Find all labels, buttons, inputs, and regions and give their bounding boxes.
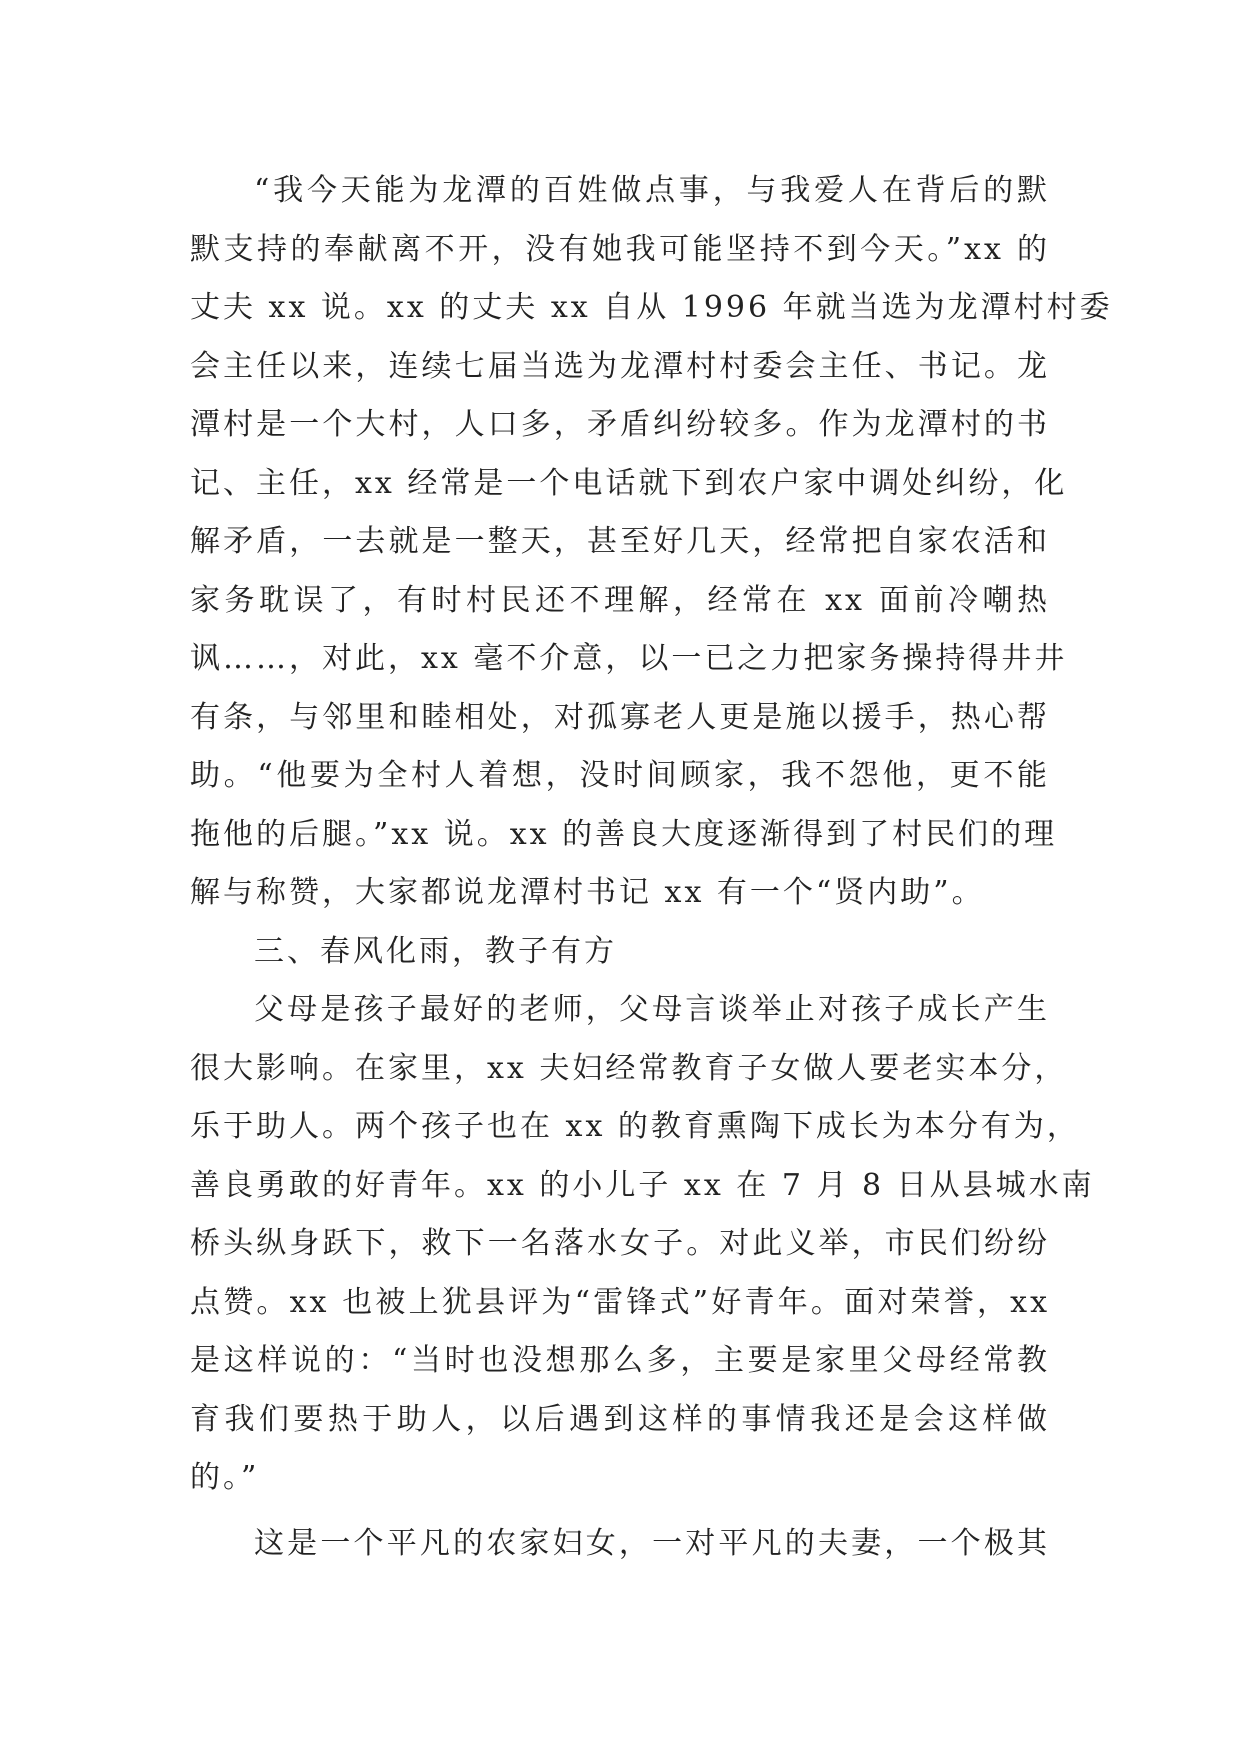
text-line: 点赞。xx 也被上犹县评为“雷锋式”好青年。面对荣誉，xx	[190, 1284, 1050, 1320]
text-line: 育我们要热于助人，以后遇到这样的事情我还是会这样做	[190, 1401, 1050, 1437]
text-line: 记、主任，xx 经常是一个电话就下到农户家中调处纠纷，化	[190, 465, 1068, 501]
text-line: 默支持的奉献离不开，没有她我可能坚持不到今天。”xx 的	[190, 231, 1050, 267]
text-line: 解矛盾，一去就是一整天，甚至好几天，经常把自家农活和	[190, 524, 1050, 559]
text-line: 乐于助人。两个孩子也在 xx 的教育熏陶下成长为本分有为，	[190, 1109, 1080, 1144]
text-line: 有条，与邻里和睦相处，对孤寡老人更是施以援手，热心帮	[190, 699, 1050, 735]
text-line: 桥头纵身跃下，救下一名落水女子。对此义举，市民们纷纷	[190, 1226, 1050, 1261]
text-line: 家务耽误了，有时村民还不理解，经常在 xx 面前冷嘲热	[190, 582, 1050, 618]
paragraph-husband-quote	[190, 162, 1113, 923]
paragraph-gap	[190, 1508, 1050, 1515]
text-line: 拖他的后腿。”xx 说。xx 的善良大度逐渐得到了村民们的理	[190, 816, 1058, 852]
text-line: 助。“他要为全村人着想，没时间顾家，我不怨他，更不能	[190, 758, 1050, 793]
text-line: 这是一个平凡的农家妇女，一对平凡的夫妻，一个极其	[254, 1525, 1050, 1561]
text-line: 是这样说的：“当时也没想那么多，主要是家里父母经常教	[190, 1343, 1050, 1378]
text-line: 丈夫 xx 说。xx 的丈夫 xx 自从 1996 年就当选为龙潭村村委	[190, 290, 1113, 325]
heading-line: 三、春风化雨，教子有方	[254, 933, 617, 969]
text-line: 潭村是一个大村，人口多，矛盾纠纷较多。作为龙潭村的书	[190, 407, 1050, 442]
text-line: 会主任以来，连续七届当选为龙潭村村委会主任、书记。龙	[190, 348, 1050, 384]
document-body	[190, 162, 1113, 1573]
paragraph-conclusion	[190, 1515, 1050, 1574]
text-line: 父母是孩子最好的老师，父母言谈举止对孩子成长产生	[254, 992, 1050, 1027]
text-line: 善良勇敢的好青年。xx 的小儿子 xx 在 7 月 8 日从县城水南	[190, 1167, 1095, 1203]
text-line: 的。”	[190, 1460, 260, 1495]
text-line: “我今天能为龙潭的百姓做点事，与我爱人在背后的默	[254, 173, 1050, 208]
text-line: 很大影响。在家里，xx 夫妇经常教育子女做人要老实本分，	[190, 1050, 1068, 1086]
text-line: 解与称赞，大家都说龙潭村书记 xx 有一个“贤内助”。	[190, 875, 985, 910]
text-line: 讽……，对此，xx 毫不介意，以一已之力把家务操持得井井	[190, 641, 1068, 676]
section-heading	[190, 923, 1050, 982]
paragraph-parenting	[190, 981, 1095, 1508]
